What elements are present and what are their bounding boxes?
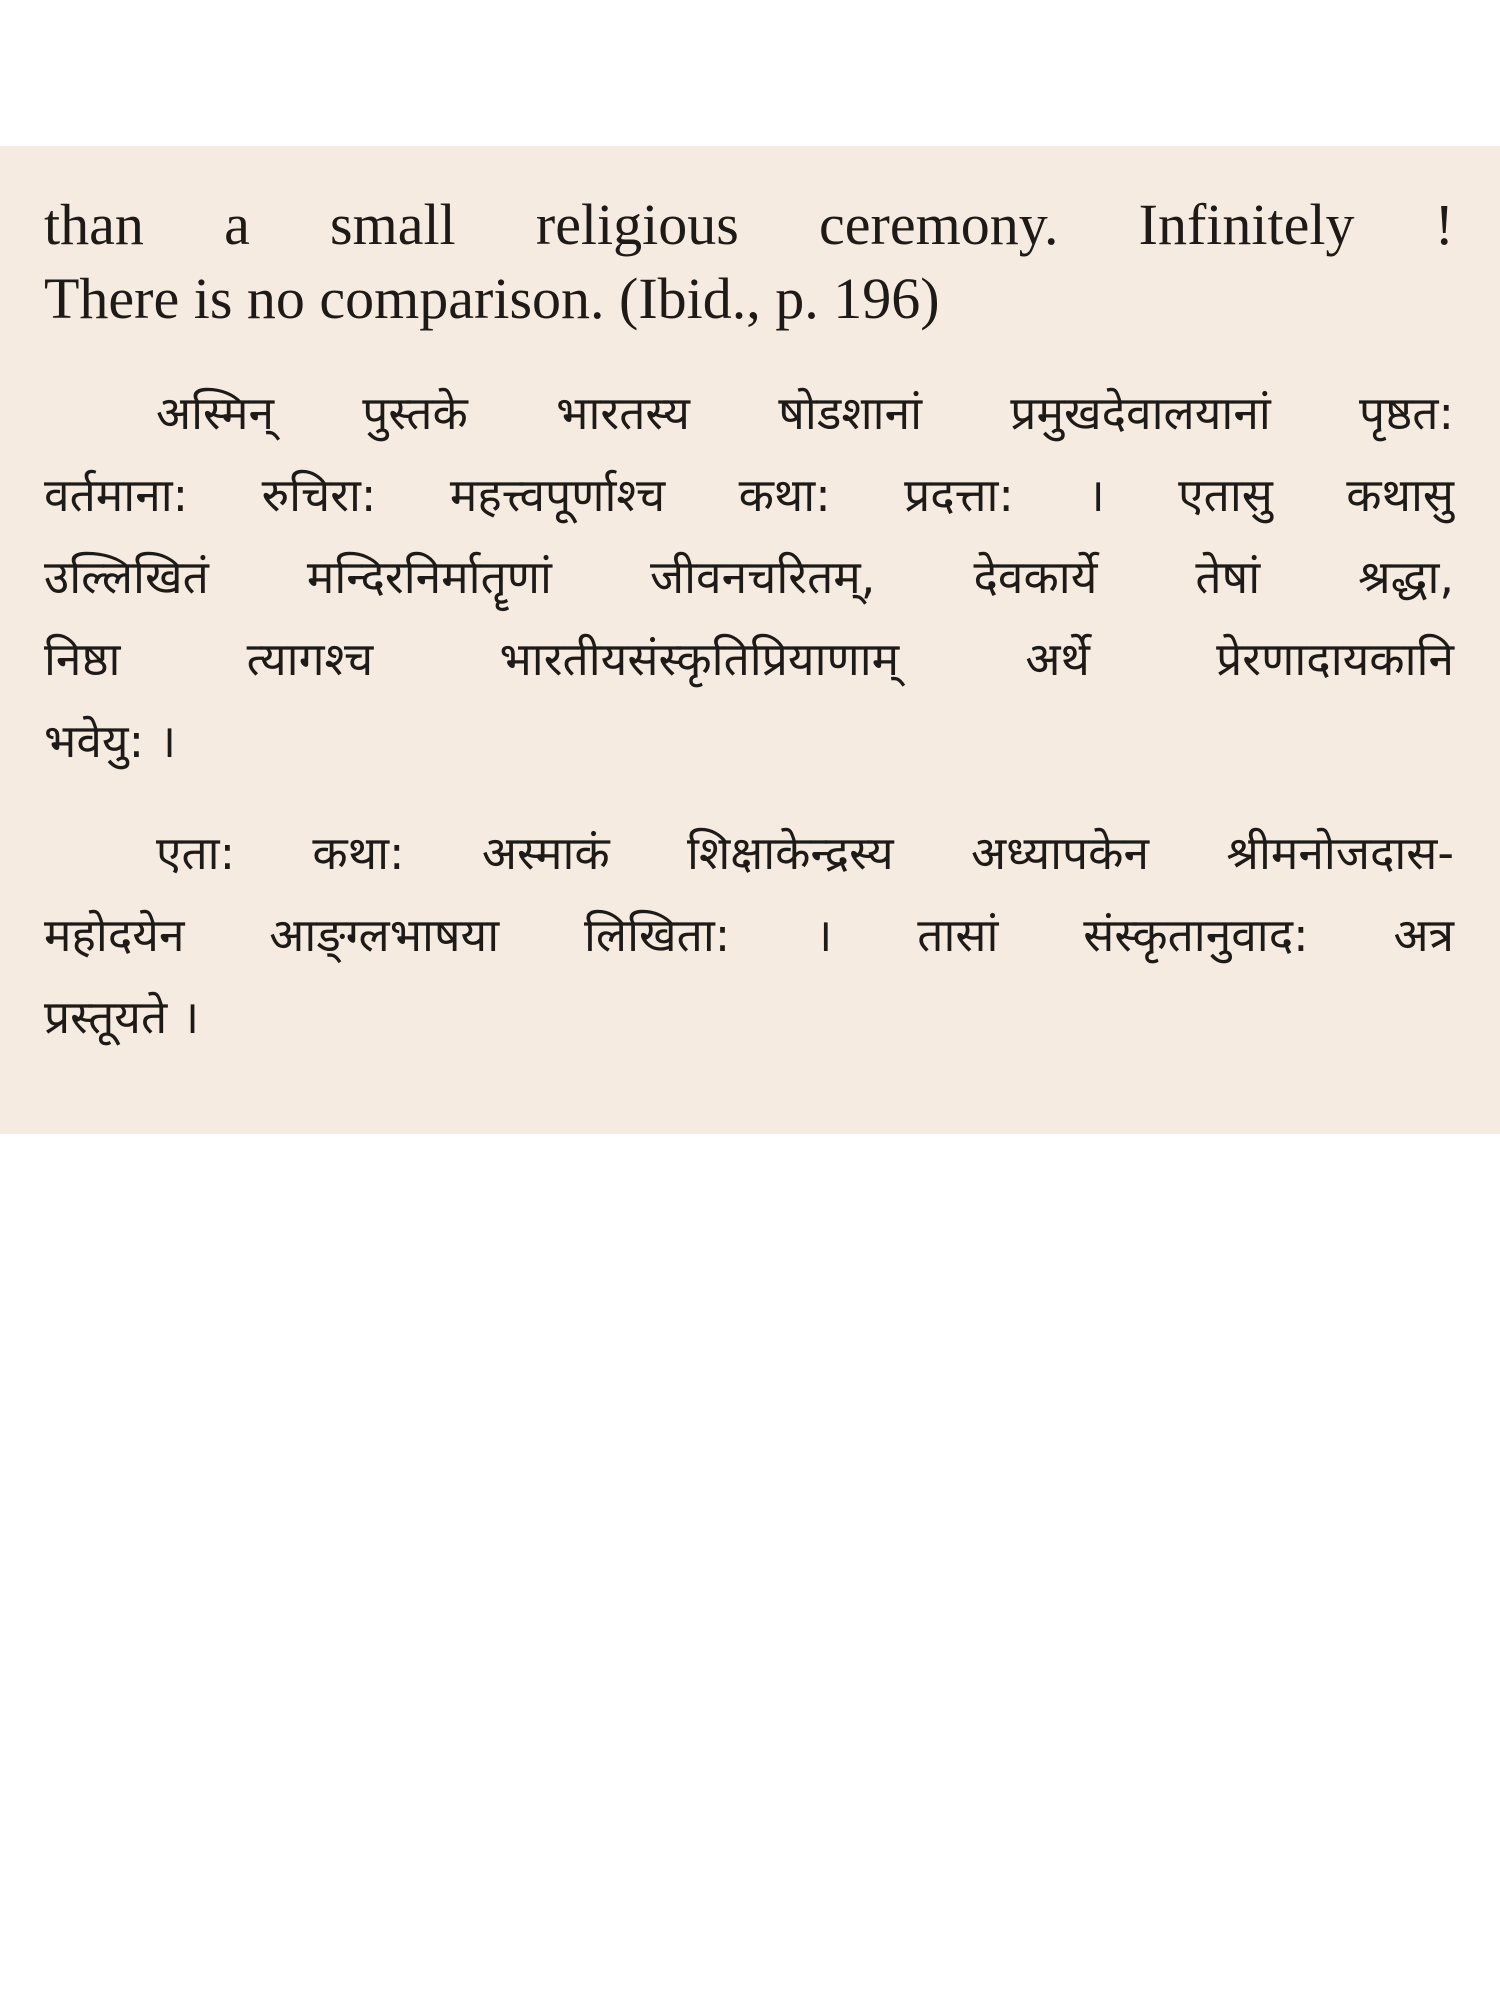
english-paragraph <box>44 188 1454 336</box>
sanskrit-p1-line-1: अस्मिन् पुस्तके भारतस्य षोडशानां प्रमुखदेवालयानां पृष्ठत: <box>156 386 1454 440</box>
sanskrit-p2-line-2: महोदयेन आङ्ग्लभाषया लिखिता: । तासां संस्कृतानुवाद: अत्र <box>44 908 1454 962</box>
sanskrit-p2-line-1: एता: कथा: अस्माकं शिक्षाकेन्द्रस्य अध्यापकेन श्रीमनोजदास- <box>156 826 1454 880</box>
sanskrit-p1-line-4: निष्ठा त्यागश्च भारतीयसंस्कृतिप्रियाणाम् अर्थे प्रेरणादायकानि <box>44 632 1454 686</box>
text-block <box>44 188 1454 1058</box>
sanskrit-paragraph-2 <box>44 812 1454 1058</box>
english-line-1: than a small religious ceremony. Infinitely ! <box>44 192 1454 257</box>
english-line-2: There is no comparison. (Ibid., p. 196) <box>44 266 940 331</box>
sanskrit-p1-line-3: उल्लिखितं मन्दिरनिर्मातॄणां जीवनचरितम्, देवकार्ये तेषां श्रद्धा, <box>44 550 1454 604</box>
sanskrit-p1-line-2: वर्तमाना: रुचिरा: महत्त्वपूर्णाश्च कथा: प्रदत्ता: । एतासु कथासु <box>44 468 1454 522</box>
scanned-page <box>0 146 1500 1134</box>
sanskrit-paragraph-1 <box>44 372 1454 782</box>
sanskrit-p1-line-5: भवेयु: । <box>44 714 177 768</box>
sanskrit-p2-line-3: प्रस्तूयते । <box>44 990 200 1044</box>
